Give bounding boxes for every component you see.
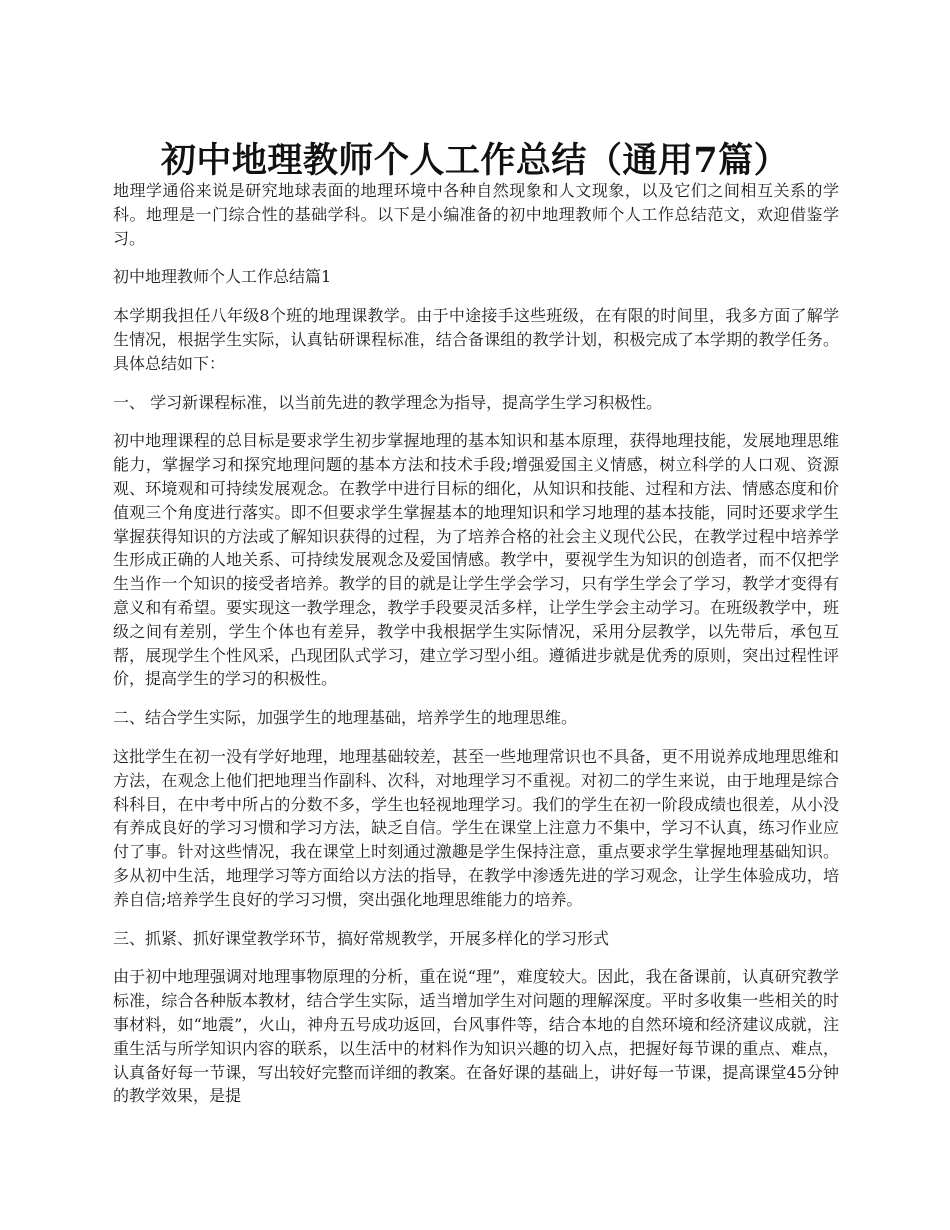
section-heading-part-1: 初中地理教师个人工作总结篇1 (113, 267, 332, 287)
section-heading-2: 二、结合学生实际，加强学生的地理基础，培养学生的地理思维。 (113, 708, 578, 728)
body-paragraph: 初中地理课程的总目标是要求学生初步掌握地理的基本知识和基本原理，获得地理技能，发展地理思维能力，掌握学习和探究地理问题的基本方法和技术手段;增强爱国主义情感，树立科学的人口观、资源观、环境观和可持续发展观念。在教学中进行目标的细化，从知识和技能、过程和方法、情感态度和价值观三个角度进行落实。即不但要求学生掌握基本的地理知识和学习地理的基本技能，同时还要求学生掌握获得知识的方法或了解知识获得的过程，为了培养合格的社会主义现代公民，在教学过程中培养学生形成正确的人地关系、可持续发展观念及爱国情感。教学中，要视学生为知识的创造者，而不仅把学生当作一个知识的接受者培养。教学的目的就是让学生学会学习，只有学生学会了学习，教学才变得有意义和有希望。要实现这一教学理念，教学手段要灵活多样，让学生学会主动学习。在班级教学中，班级之间有差别，学生个体也有差异，教学中我根据学生实际情况，采用分层教学，以先带后，承包互帮，展现学生个性风采，凸现团队式学习，建立学习型小组。遵循进步就是优秀的原则，突出过程性评价，提高学生的学习的积极性。 (113, 431, 839, 689)
body-paragraph: 这批学生在初一没有学好地理，地理基础较差，甚至一些地理常识也不具备，更不用说养成地理思维和方法，在观念上他们把地理当作副科、次科，对地理学习不重视。对初二的学生来说，由于地理是综合科科目，在中考中所占的分数不多，学生也轻视地理学习。我们的学生在初一阶段成绩也很差，从小没有养成良好的学习习惯和学习方法，缺乏自信。学生在课堂上注意力不集中，学习不认真，练习作业应付了事。针对这些情况，我在课堂上时刻通过激趣是学生保持注意，重点要求学生掌握地理基础知识。多从初中生活，地理学习等方面给以方法的指导，在教学中渗透先进的学习观念，让学生体验成功，培养自信;培养学生良好的学习习惯，突出强化地理思维能力的培养。 (113, 746, 839, 909)
section-heading-3: 三、抓紧、抓好课堂教学环节，搞好常规教学，开展多样化的学习形式 (113, 928, 610, 948)
section-heading-1: 一、 学习新课程标准，以当前先进的教学理念为指导，提高学生学习积极性。 (113, 392, 663, 412)
document-title: 初中地理教师个人工作总结（通用7篇） (160, 140, 790, 182)
document-body (113, 179, 839, 1108)
intro-paragraph: 地理学通俗来说是研究地球表面的地理环境中各种自然现象和人文现象，以及它们之间相互关系的学科。地理是一门综合性的基础学科。以下是小编准备的初中地理教师个人工作总结范文，欢迎借鉴学习。 (113, 181, 839, 248)
body-paragraph: 本学期我担任八年级8个班的地理课教学。由于中途接手这些班级，在有限的时间里，我多方面了解学生情况，根据学生实际，认真钻研课程标准，结合备课组的教学计划，积极完成了本学期的教学任务。具体总结如下： (113, 306, 839, 373)
body-paragraph: 由于初中地理强调对地理事物原理的分析，重在说“理”，难度较大。因此，我在备课前，认真研究教学标准，综合各种版本教材，结合学生实际，适当增加学生对问题的理解深度。平时多收集一些相关的时事材料，如“地震”，火山，神舟五号成功返回，台风事件等，结合本地的自然环境和经济建议成就，注重生活与所学知识内容的联系，以生活中的材料作为知识兴趣的切入点，把握好每节课的重点、难点，认真备好每一节课，写出较好完整而详细的教案。在备好课的基础上，讲好每一节课，提高课堂45分钟的教学效果，是提 (113, 967, 839, 1106)
